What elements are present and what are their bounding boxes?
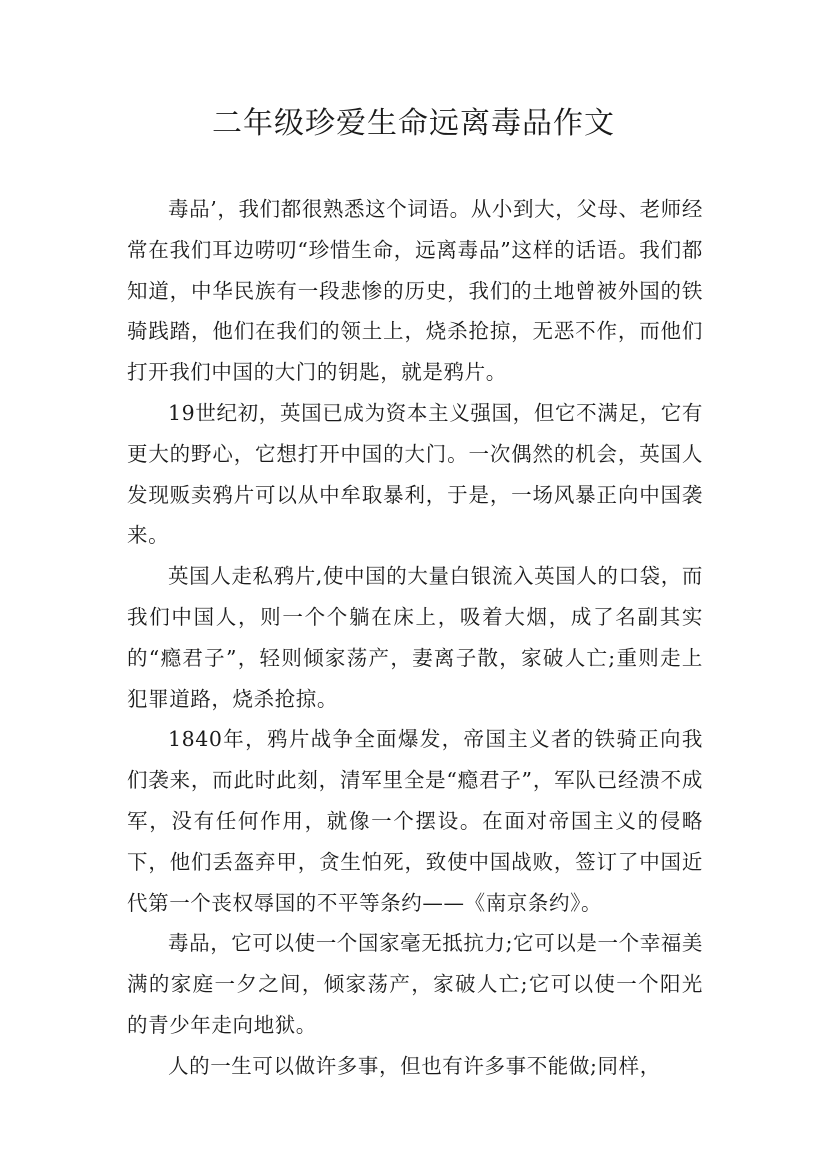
document-body — [127, 189, 703, 1087]
paragraph-3: 英国人走私鸦片,使中国的大量白银流入英国人的口袋，而我们中国人，则一个个躺在床上，吸着大烟，成了名副其实的“瘾君子”，轻则倾家荡产，妻离子散，家破人亡;重则走上犯罪道路，烧杀抢掠。 — [127, 564, 703, 711]
paragraph-6: 人的一生可以做许多事，但也有许多事不能做;同样， — [168, 1053, 661, 1078]
paragraph-2: 19世纪初，英国已成为资本主义强国，但它不满足，它有更大的野心，它想打开中国的大门。一次偶然的机会，英国人发现贩卖鸦片可以从中牟取暴利，于是，一场风暴正向中国袭来。 — [127, 400, 703, 548]
paragraph-4: 1840年，鸦片战争全面爆发，帝国主义者的铁骑正向我们袭来，而此时此刻，清军里全是“瘾君子”，军队已经溃不成军，没有任何作用，就像一个摆设。在面对帝国主义的侵略下，他们丢盔弃甲，贪生怕死，致使中国战败，签订了中国近代第一个丧权辱国的不平等条约——《南京条约》。 — [127, 727, 703, 915]
paragraph-1: 毒品’，我们都很熟悉这个词语。从小到大，父母、老师经常在我们耳边唠叨“珍惜生命，远离毒品”这样的话语。我们都知道，中华民族有一段悲惨的历史，我们的土地曾被外国的铁骑践踏，他们在我们的领土上，烧杀抢掠，无恶不作，而他们打开我们中国的大门的钥匙，就是鸦片。 — [127, 197, 703, 385]
paragraph-5: 毒品，它可以使一个国家毫无抵抗力;它可以是一个幸福美满的家庭一夕之间，倾家荡产，家破人亡;它可以使一个阳光的青少年走向地狱。 — [127, 931, 704, 1037]
document-title: 二年级珍爱生命远离毒品作文 — [212, 106, 615, 141]
